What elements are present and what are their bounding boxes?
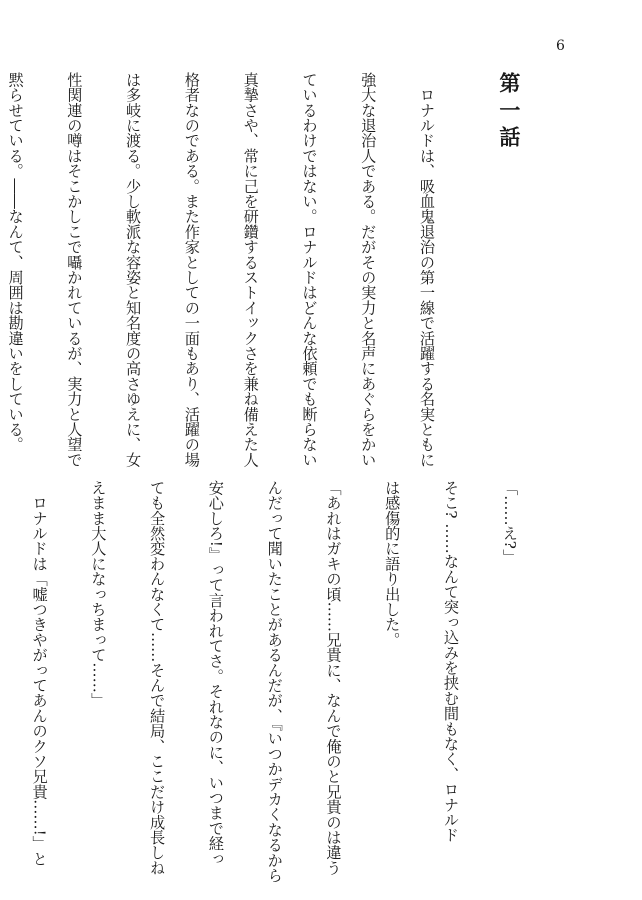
text-line: えまま大人になっちまって……」: [89, 480, 108, 708]
text-line: は多岐に渡る。少し軟派な容姿と知名度の高さゆえに、女: [124, 72, 143, 468]
text-line: 黙らせている。――なんて、周囲は勘違いをしている。: [6, 72, 25, 452]
text-line: は感傷的に語り出した。: [383, 480, 402, 648]
text-line: 真摯さや、常に己を研鑽するストイックさを兼ね備えた人: [241, 72, 260, 468]
page-number: 6: [556, 38, 565, 54]
text-block-top: [0, 72, 558, 468]
text-line: 「あれはガキの頃……兄貴に、なんで俺のと兄貴のは違う: [324, 480, 343, 876]
text-block-bottom: [0, 480, 558, 883]
text-line: んだって聞いたことがあるんだが、『いつかデカくなるから: [265, 480, 284, 883]
text-line: ても全然変わんなくて……そんで結局、ここだけ成長しね: [148, 480, 167, 876]
text-line: 「……え?」: [500, 480, 519, 565]
text-line: 強大な退治人である。だがその実力と名声にあぐらをかい: [359, 72, 378, 468]
text-line: 格者なのである。また作家としての一面もあり、活躍の場: [182, 72, 201, 468]
text-line: そこ? ……なんて突っ込みを挟む間もなく、ロナルド: [442, 480, 461, 843]
text-line: ているわけではない。ロナルドはどんな依頼でも断らない: [300, 72, 319, 468]
text-line: 安心しろ!』って言われてさ。それなのに、いつまで経っ: [206, 480, 225, 867]
text-line: ロナルドは「嘘つきやがってあんのクソ兄貴……!」と: [30, 480, 49, 867]
chapter-title: 第一話: [496, 72, 522, 153]
text-line: ロナルドは、吸血鬼退治の第一線で活躍する名実ともに: [418, 72, 437, 468]
text-line: 性関連の噂はそこかしこで囁かれているが、実力と人望で: [65, 72, 84, 468]
